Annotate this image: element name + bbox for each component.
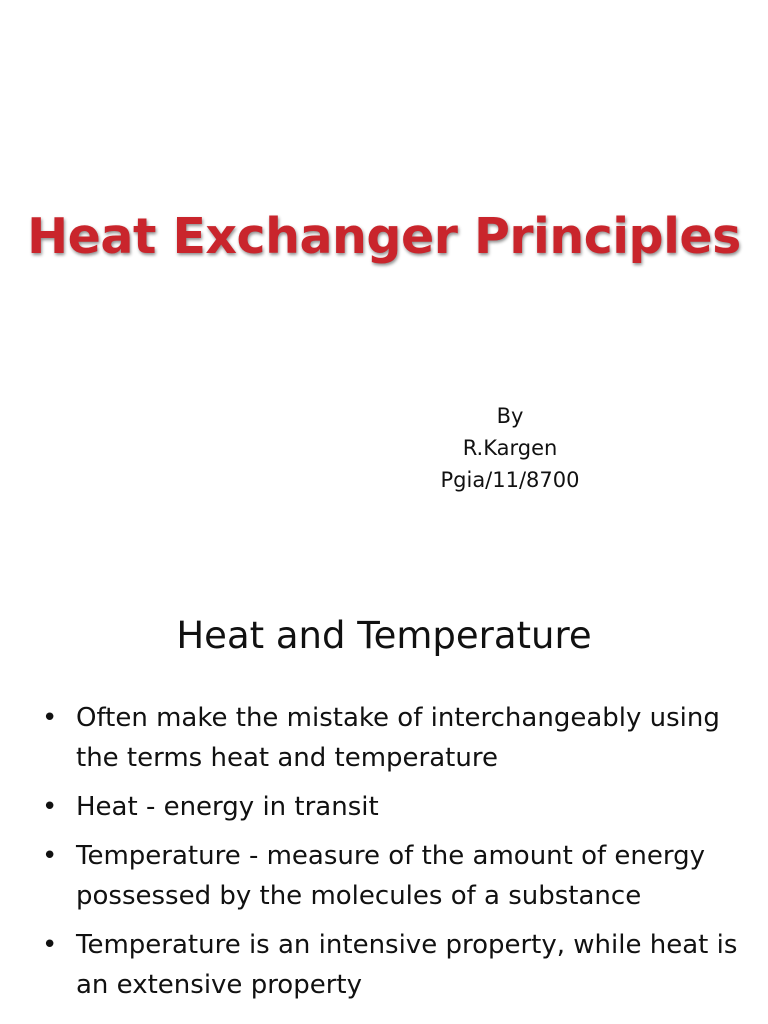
bullet-dot-icon: • bbox=[42, 703, 58, 733]
bullet-item bbox=[40, 925, 740, 1005]
bullet-item bbox=[40, 787, 740, 827]
bullet-list bbox=[40, 698, 740, 1014]
bullet-item bbox=[40, 698, 740, 778]
content-slide bbox=[0, 576, 768, 1024]
byline-author: R.Kargen bbox=[462, 436, 558, 460]
bullet-dot-icon: • bbox=[42, 930, 58, 960]
byline bbox=[380, 400, 640, 496]
bullet-text: Temperature is an intensive property, while heat is an extensive property bbox=[76, 930, 738, 1000]
byline-id: Pgia/11/8700 bbox=[440, 468, 580, 492]
slide-title: Heat and Temperature bbox=[176, 614, 592, 657]
bullet-text: Temperature - measure of the amount of energy possessed by the molecules of a substance bbox=[76, 841, 706, 911]
bullet-text: Often make the mistake of interchangeably using the terms heat and temperature bbox=[76, 703, 720, 773]
bullet-dot-icon: • bbox=[42, 841, 58, 871]
bullet-item bbox=[40, 836, 740, 916]
bullet-text: Heat - energy in transit bbox=[76, 792, 379, 822]
presentation-title: Heat Exchanger Principles bbox=[27, 208, 741, 265]
byline-by: By bbox=[496, 404, 524, 428]
bullet-dot-icon: • bbox=[42, 792, 58, 822]
